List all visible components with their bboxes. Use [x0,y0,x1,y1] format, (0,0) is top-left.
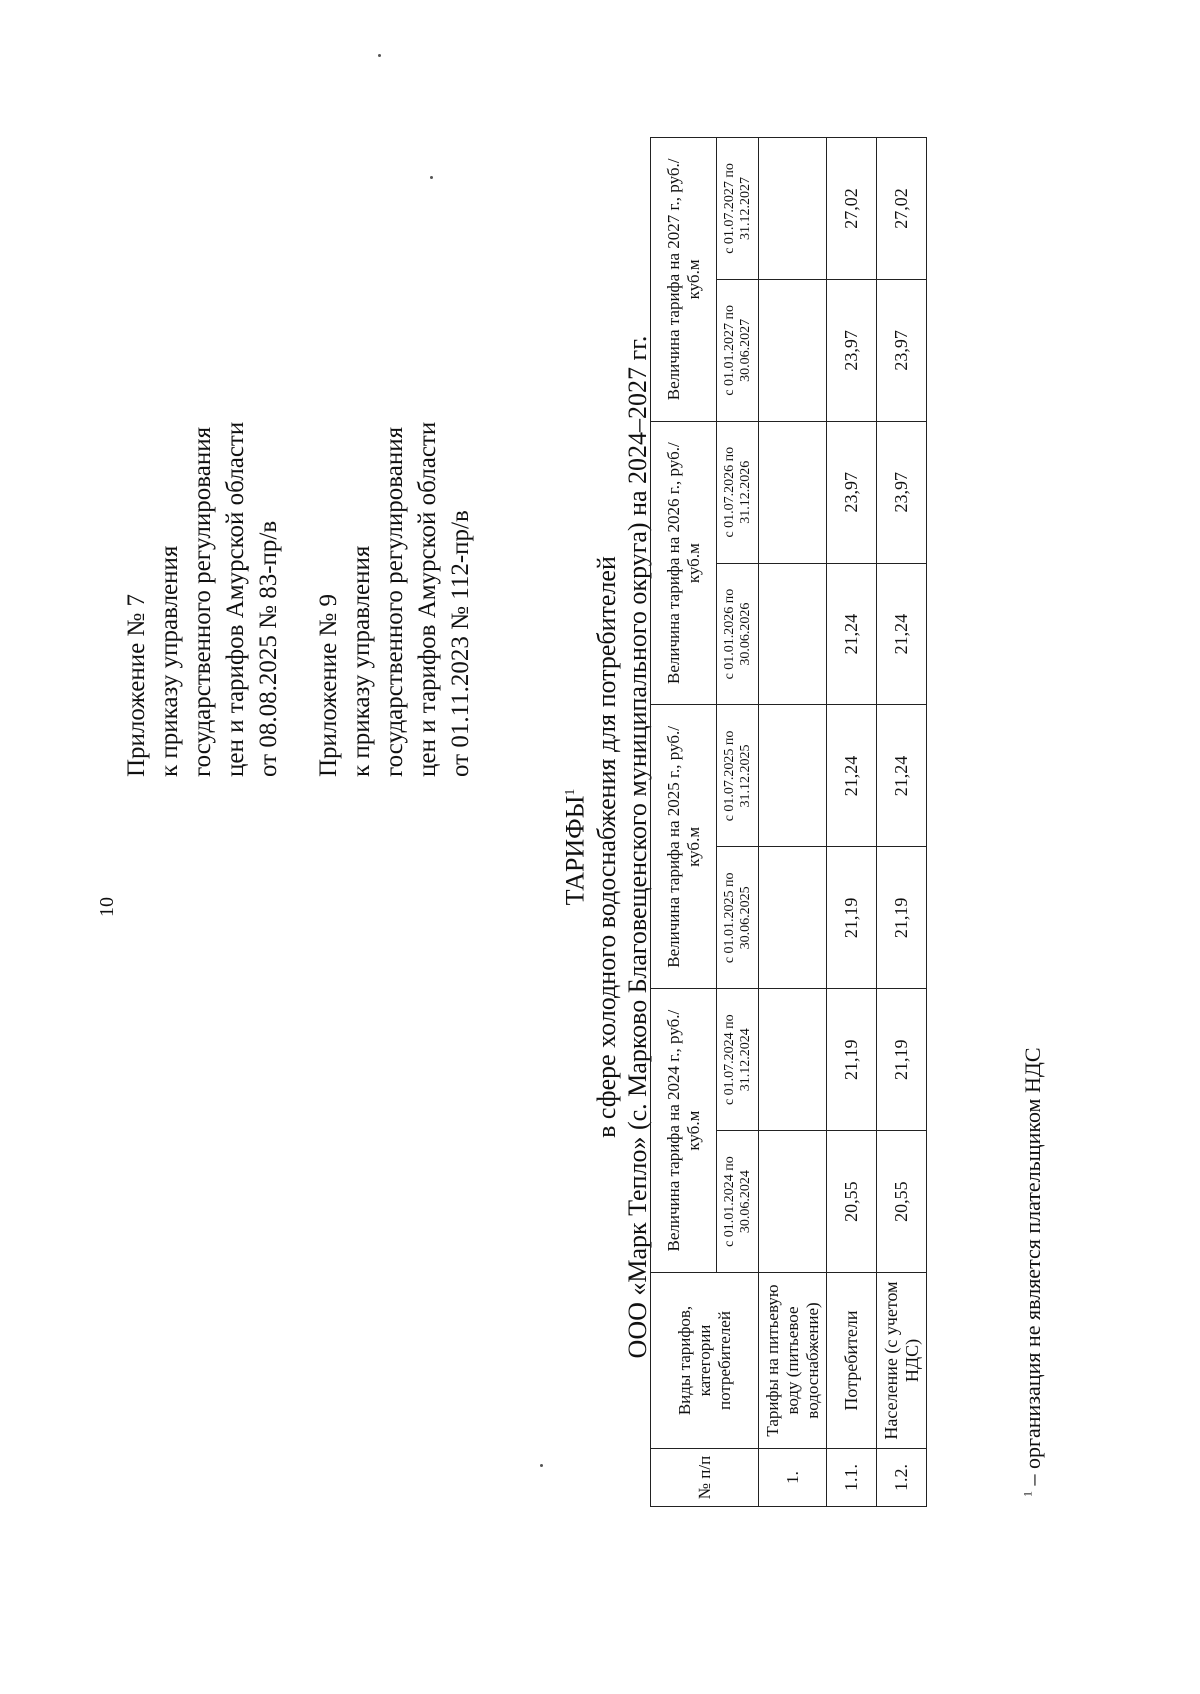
appendix-title: Приложение № 7 [123,593,150,777]
tariff-cell [759,705,827,847]
tariff-cell: 21,24 [827,563,877,705]
period-header: с 01.01.2027 по 30.06.2027 [717,279,759,421]
appendix-line: к приказу управления [156,545,183,777]
appendix-line: цен и тарифов Амурской области [414,421,441,777]
header-year-2026: Величина тарифа на 2026 г., руб./куб.м [651,421,717,705]
tariff-cell: 21,24 [877,705,927,847]
footnote-mark: 1 [1020,1491,1035,1497]
table-row [827,138,877,1507]
header-year-2024: Величина тарифа на 2024 г., руб./куб.м [651,989,717,1273]
tariff-cell: 27,02 [877,138,927,280]
tariff-cell [759,1131,827,1273]
table-row [877,138,927,1507]
appendix-header-old [312,422,477,777]
footnote [1020,1047,1046,1497]
tariff-cell: 20,55 [877,1131,927,1273]
header-year-2027: Величина тарифа на 2027 г., руб./куб.м [651,138,717,422]
period-header: с 01.07.2027 по 31.12.2027 [717,138,759,280]
period-header: с 01.01.2024 по 30.06.2024 [717,1131,759,1273]
tariff-cell: 23,97 [827,279,877,421]
header-row [651,138,717,1507]
header-num: № п/п [651,1449,759,1507]
tariff-cell [759,847,827,989]
tariff-cell: 21,19 [877,847,927,989]
appendix-line: к приказу управления [348,545,375,777]
tariff-cell [759,421,827,563]
period-header: с 01.01.2026 по 30.06.2026 [717,563,759,705]
tariff-cell: 23,97 [877,421,927,563]
appendix-header-new [120,422,285,777]
tariff-cell: 21,19 [827,989,877,1131]
tariff-cell: 21,19 [877,989,927,1131]
period-header: с 01.07.2025 по 31.12.2025 [717,705,759,847]
document-titles [555,247,653,1447]
header-type: Виды тарифов, категории потребителей [651,1273,759,1449]
tariff-cell: 23,97 [827,421,877,563]
tariff-cell: 27,02 [827,138,877,280]
row-num: 1. [759,1449,827,1507]
appendix-line: государственного регулирования [189,426,216,777]
appendix-line: от 08.08.2025 № 83-пр/в [255,520,282,777]
row-num: 1.1. [827,1449,877,1507]
subtitle-line-2: ООО «Марк Тепло» (с. Марково Благовещенского муниципального округа) на 2024–2027 гг. [622,335,652,1359]
tariff-cell [759,989,827,1131]
tariff-cell [759,563,827,705]
subtitle-line-1: в сфере холодного водоснабжения для потребителей [591,556,621,1138]
period-header: с 01.01.2025 по 30.06.2025 [717,847,759,989]
rotated-content [50,47,1150,1647]
tariff-cell [759,279,827,421]
title-text: ТАРИФЫ [560,795,590,906]
appendix-line: цен и тарифов Амурской области [222,421,249,777]
tariff-cell: 21,19 [827,847,877,989]
row-name: Население (с учетом НДС) [877,1273,927,1449]
title-footnote-mark: 1 [563,788,578,796]
table-row [759,138,827,1507]
row-num: 1.2. [877,1449,927,1507]
document-title [555,247,591,1447]
tariff-cell: 21,24 [827,705,877,847]
row-name: Тарифы на питьевую воду (питьевое водоснабжение) [759,1273,827,1449]
page-number: 10 [96,897,118,917]
appendix-line: государственного регулирования [381,426,408,777]
period-header: с 01.07.2024 по 31.12.2024 [717,989,759,1131]
appendix-title: Приложение № 9 [315,593,342,777]
tariff-cell: 23,97 [877,279,927,421]
footnote-text: – организация не является плательщиком НДС [1020,1047,1045,1486]
tariff-cell [759,138,827,280]
header-year-2025: Величина тарифа на 2025 г., руб./куб.м [651,705,717,989]
period-header: с 01.07.2026 по 31.12.2026 [717,421,759,563]
tariff-cell: 20,55 [827,1131,877,1273]
tariff-cell: 21,24 [877,563,927,705]
tariff-table [650,137,927,1507]
row-name: Потребители [827,1273,877,1449]
appendix-line: от 01.11.2023 № 112-пр/в [447,510,474,777]
